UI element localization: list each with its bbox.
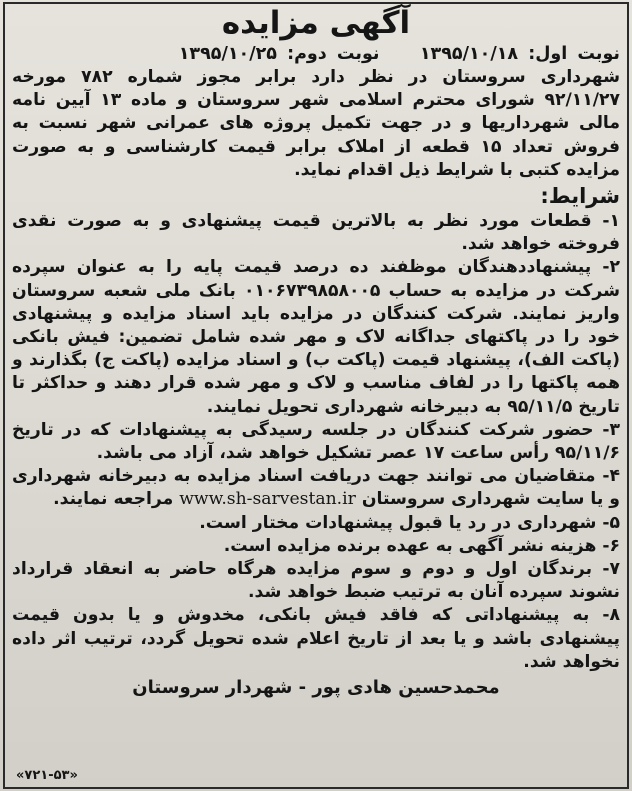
issue-dates <box>12 42 620 66</box>
condition-1: ۱- قطعات مورد نظر به بالاترین قیمت پیشنهادی و به صورت نقدی فروخته خواهد شد. <box>12 211 620 255</box>
condition-5: ۵- شهرداری در رد یا قبول پیشنهادات مختار است. <box>199 512 620 533</box>
condition-2: ۲- پیشنهاددهندگان موظفند ده درصد قیمت پایه را به عنوان سپرده شرکت در مزایده به حساب ۰۱۰۶۷۳۹۸۵۸۰۰۵ بانک ملی شعبه سروستان واریز نمایند. شرکت کنندگان در مزایده باید اسناد مزایده و پیشنهادی خود را در پاکتهای جداگانه لاک و مهر شده شامل تضمین: فیش بانکی (پاکت الف)، پیشنهاد قیمت (پاکت ب) و اسناد مزایده (پاکت ج) بگذارند و همه پاکتها را در لفاف مناسب و لاک و مهر شده قرار دهند و حداکثر تا تاریخ ۹۵/۱۱/۵ به دبیرخانه شهرداری تحویل نمایند. <box>12 257 620 417</box>
intro-section <box>12 66 620 182</box>
first-issue-label: نوبت اول: <box>528 44 620 64</box>
second-issue-label: نوبت دوم: <box>287 44 380 64</box>
ad-code: «۷۲۱-۵۳» <box>16 768 78 783</box>
condition-6: ۶- هزینه نشر آگهی به عهده برنده مزایده است. <box>223 535 620 556</box>
condition-3: ۳- حضور شرکت کنندگان در جلسه رسیدگی به پیشنهادات که در تاریخ ۹۵/۱۱/۶ رأس ساعت ۱۷ عصر تشکیل خواهد شد، آزاد می باشد. <box>12 419 620 464</box>
conditions-heading: شرایط: <box>540 184 620 209</box>
condition-4-text: ۴- متقاضیان می توانند جهت دریافت اسناد مزایده به دبیرخانه شهرداری و یا سایت شهرداری سروستان <box>12 466 620 510</box>
condition-4-end: مراجعه نمایند. <box>53 489 174 510</box>
signature: محمدحسین هادی پور - شهردار سروستان <box>132 677 500 699</box>
condition-8: ۸- به پیشنهاداتی که فاقد فیش بانکی، مخدوش و یا بدون قیمت پیشنهادی باشد و یا بعد از تاریخ اعلام شده تحویل گردد، ترتیب اثر داده نخواهد شد. <box>12 605 620 672</box>
notice-title: آگهی مزایده <box>221 5 411 41</box>
intro-paragraph: شهرداری سروستان در نظر دارد برابر مجوز شماره ۷۸۲ مورخه ۹۲/۱۱/۲۷ شورای محترم اسلامی شهر سروستان و ماده ۱۳ آیین نامه مالی شهرداریها و در جهت تکمیل پروژه های عمرانی شهر نسبت به فروش تعداد ۱۵ قطعه از املاک برابر قیمت کارشناسی و به صورت مزایده کتبی با شرایط ذیل اقدام نماید. <box>12 67 621 180</box>
condition-4 <box>12 465 620 511</box>
condition-7: ۷- برندگان اول و دوم و سوم مزایده هرگاه حاضر به انعقاد قرارداد نشوند سپرده آنان به ترتیب ضبط خواهد شد. <box>12 559 620 603</box>
conditions-list <box>12 210 620 674</box>
second-issue-date: ۱۳۹۵/۱۰/۲۵ <box>178 44 277 64</box>
first-issue-date: ۱۳۹۵/۱۰/۱۸ <box>419 44 519 64</box>
website-link[interactable]: www.sh-sarvestan.ir <box>179 489 356 510</box>
